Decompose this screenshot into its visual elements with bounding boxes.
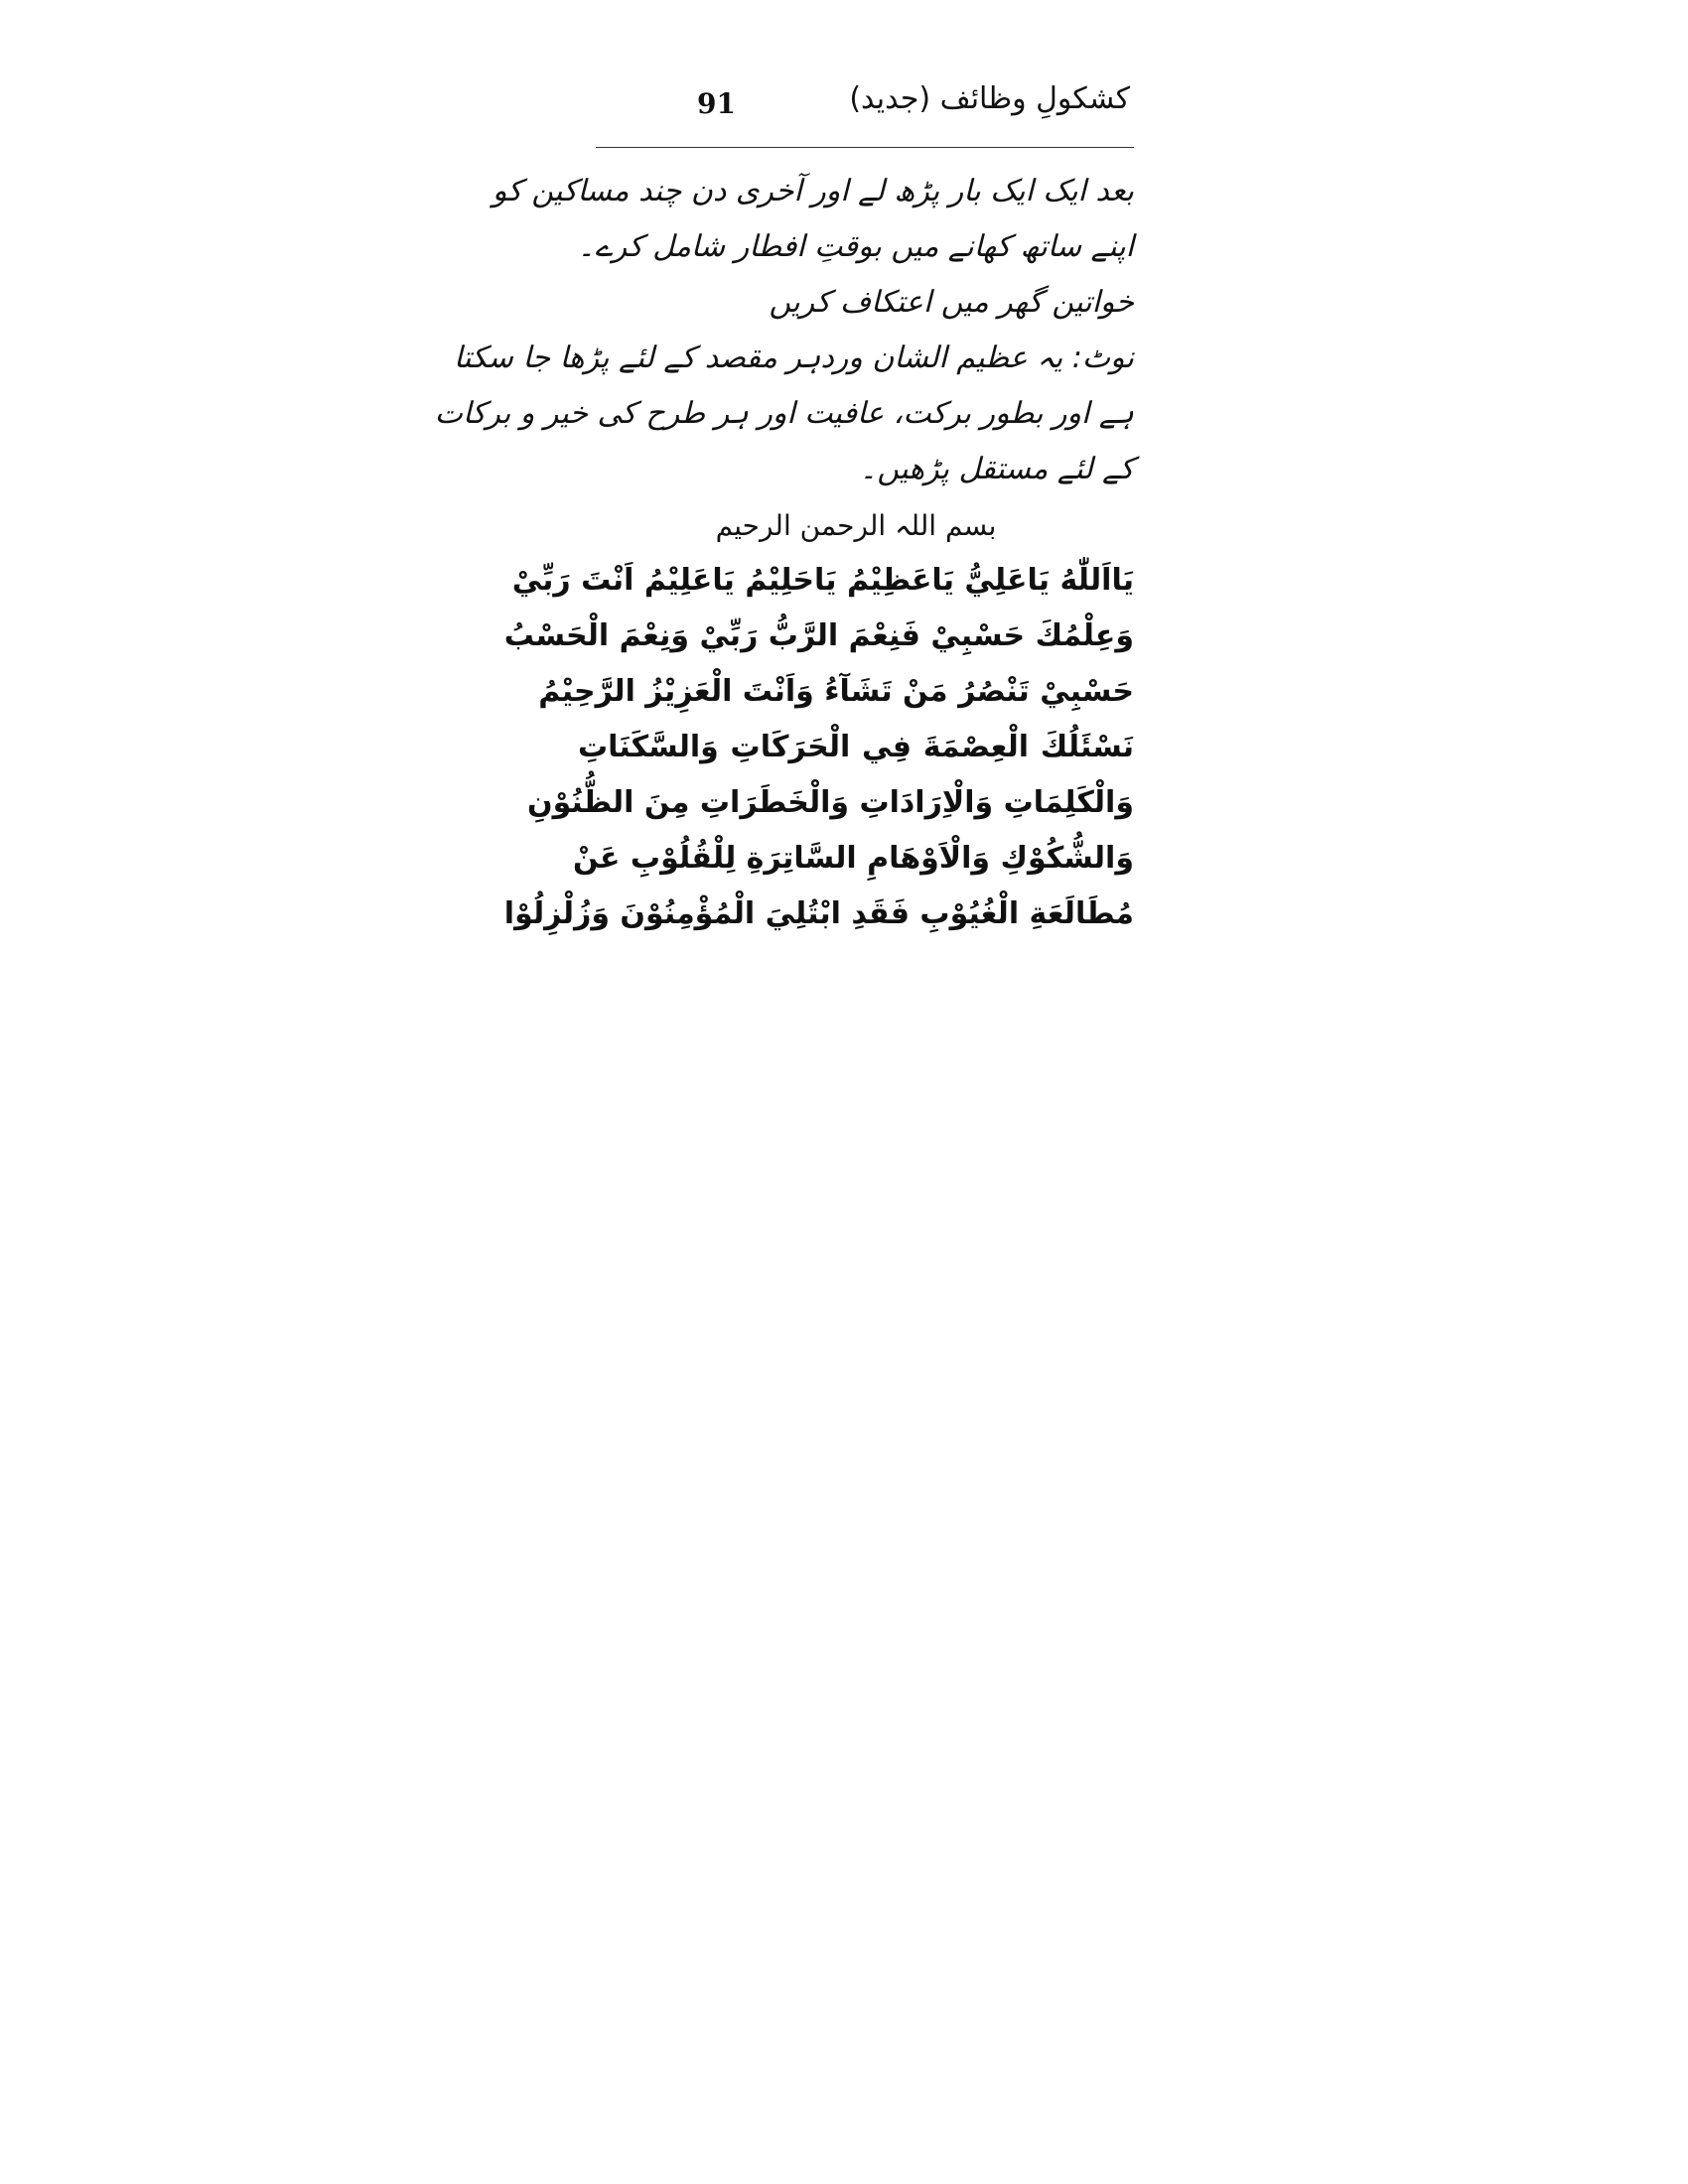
arabic-text-line: يَااَللّٰهُ يَاعَلِيُّ يَاعَظِيْمُ يَاحَلِيْمُ يَاعَلِيْمُ اَنْتَ رَبِّيْ <box>511 563 1134 598</box>
arabic-text-line: وَالْكَلِمَاتِ وَالْاِرَادَاتِ وَالْخَطَرَاتِ مِنَ الظُّنُوْنِ <box>527 785 1134 820</box>
page-body <box>434 164 1134 942</box>
arabic-text-line: وَعِلْمُكَ حَسْبِيْ فَنِعْمَ الرَّبُّ رَبِّيْ وَنِعْمَ الْحَسْبُ <box>503 618 1134 653</box>
header-divider <box>596 147 1134 148</box>
urdu-text-line: خواتین گھر میں اعتکاف کریں <box>769 285 1134 320</box>
urdu-text-line: بعد ایک ایک بار پڑھ لے اور آخری دن چند مساکین کو <box>492 174 1134 208</box>
arabic-text-line: نَسْئَلُكَ الْعِصْمَةَ فِي الْحَرَكَاتِ وَالسَّكَنَاتِ <box>578 730 1134 764</box>
urdu-text-line: نوٹ: یہ عظیم الشان وردہر مقصد کے لئے پڑھا جا سکتا <box>454 341 1134 375</box>
bismillah-heading: بسم اللہ الرحمن الرحیم <box>715 509 997 542</box>
urdu-text-line: ہے اور بطور برکت، عافیت اور ہر طرح کی خیر و برکات <box>434 396 1134 431</box>
arabic-text-line: مُطَالَعَةِ الْغُيُوْبِ فَقَدِ ابْتُلِيَ الْمُؤْمِنُوْنَ وَزُلْزِلُوْا <box>503 896 1134 931</box>
page-number: 91 <box>697 87 736 120</box>
page-header <box>588 77 1134 139</box>
arabic-text-line: حَسْبِيْ تَنْصُرُ مَنْ تَشَآءُ وَاَنْتَ الْعَزِيْزُ الرَّحِيْمُ <box>538 674 1134 709</box>
urdu-text-line: اپنے ساتھ کھانے میں بوقتِ افطار شامل کرے۔ <box>577 229 1134 264</box>
urdu-text-line: کے لئے مستقل پڑھیں۔ <box>859 452 1134 486</box>
arabic-text-line: وَالشُّكُوْكِ وَالْاَوْهَامِ السَّاتِرَةِ لِلْقُلُوْبِ عَنْ <box>573 841 1134 876</box>
book-title: کشکولِ وظائف (جدید) <box>849 81 1130 116</box>
